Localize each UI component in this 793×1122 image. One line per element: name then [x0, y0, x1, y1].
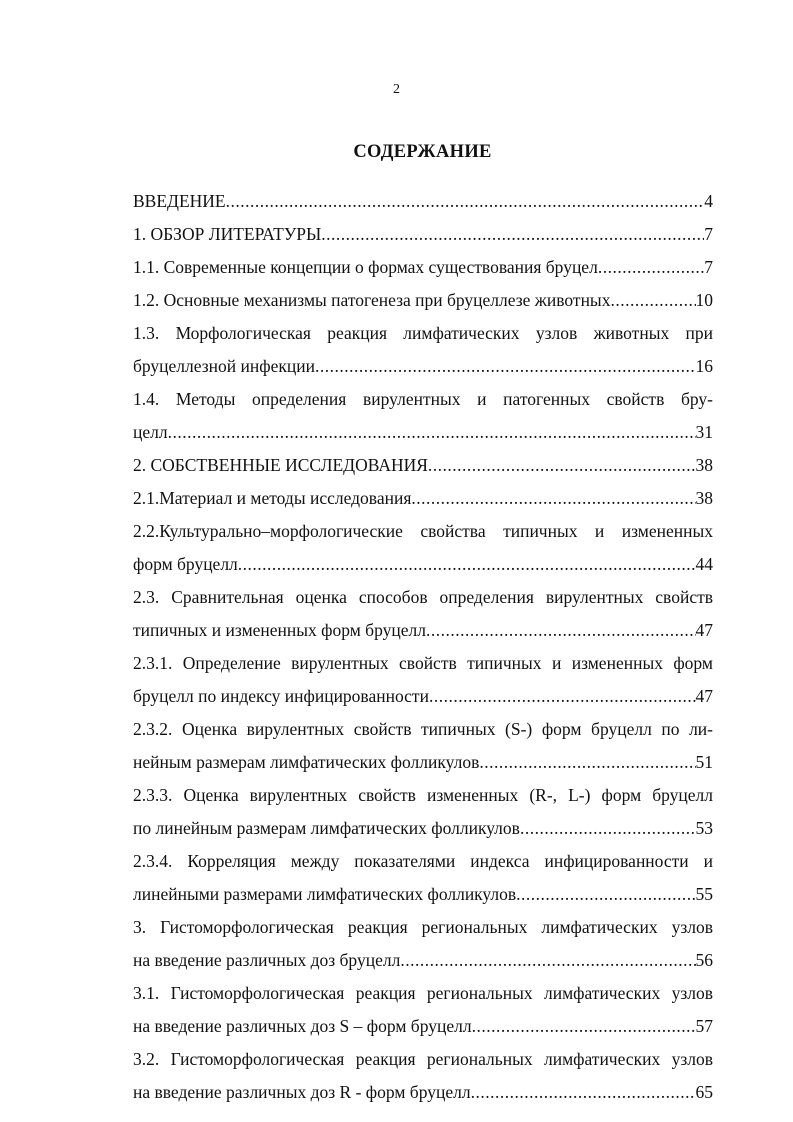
toc-entry-title: нейным размерам лимфатических фолликулов — [133, 752, 480, 772]
toc-entry-row — [133, 350, 713, 383]
toc-entry-text-line: 2.3.2. Оценка вирулентных свойств типичных (S-) форм бруцелл по ли- — [133, 719, 713, 739]
toc-entry[interactable] — [133, 251, 713, 284]
dot-leader — [610, 284, 695, 317]
toc-entry-title: на введение различных доз бруцелл — [133, 950, 401, 970]
toc-entry-row — [133, 680, 713, 713]
toc-page-number: 7 — [704, 257, 713, 277]
table-of-contents — [133, 185, 713, 1109]
toc-page-number: 7 — [704, 224, 713, 244]
toc-entry-row — [133, 251, 713, 284]
dot-leader — [472, 1010, 696, 1043]
dot-leader — [471, 1076, 696, 1109]
toc-entry-text-line: 2.3.4. Корреляция между показателями индекса инфицированности и — [133, 851, 713, 871]
toc-page-number: 31 — [695, 422, 713, 442]
toc-entry-row — [133, 284, 713, 317]
toc-entry-row — [133, 449, 713, 482]
toc-entry-title: на введение различных доз S – форм бруцелл — [133, 1016, 472, 1036]
toc-entry[interactable] — [133, 845, 713, 911]
toc-page-number: 65 — [695, 1082, 713, 1102]
toc-page-number: 53 — [695, 818, 713, 838]
toc-entry-title: 2.1.Материал и методы исследования — [133, 488, 412, 508]
toc-entry[interactable] — [133, 911, 713, 977]
toc-entry-row — [133, 1010, 713, 1043]
toc-page-number: 4 — [704, 191, 713, 211]
dot-leader — [520, 812, 696, 845]
toc-entry-text-line: 2.2.Культурально–морфологические свойства типичных и измененных — [133, 521, 713, 541]
toc-entry-text-line: 2.3.1. Определение вирулентных свойств типичных и измененных форм — [133, 653, 713, 673]
toc-entry-title: форм бруцелл — [133, 554, 238, 574]
toc-entry-text-line: 1.3. Морфологическая реакция лимфатических узлов животных при — [133, 323, 713, 343]
dot-leader — [400, 944, 695, 977]
toc-entry-text-line: 2.3.3. Оценка вирулентных свойств измененных (R-, L-) форм бруцелл — [133, 785, 713, 805]
toc-entry-title: по линейным размерам лимфатических фолликулов — [133, 818, 520, 838]
toc-entry-row — [133, 812, 713, 845]
toc-entry-row — [133, 185, 713, 218]
toc-entry-title: бруцелл по индексу инфицированности — [133, 686, 429, 706]
toc-page-number: 38 — [695, 455, 713, 475]
toc-entry[interactable] — [133, 713, 713, 779]
toc-entry[interactable] — [133, 515, 713, 581]
page-number: 2 — [393, 82, 400, 97]
dot-leader — [238, 548, 696, 581]
toc-entry[interactable] — [133, 1043, 713, 1109]
toc-entry-row — [133, 944, 713, 977]
toc-entry-title: ВВЕДЕНИЕ — [133, 191, 226, 211]
dot-leader — [321, 218, 704, 251]
toc-entry-row — [133, 416, 713, 449]
toc-entry-title: 1.1. Современные концепции о формах существования бруцел — [133, 257, 598, 277]
toc-page-number: 56 — [695, 950, 713, 970]
toc-entry-text-line: 3.2. Гистоморфологическая реакция региональных лимфатических узлов — [133, 1049, 713, 1069]
toc-page-number: 57 — [695, 1016, 713, 1036]
dot-leader — [479, 746, 695, 779]
toc-entry-text-line: 2.3. Сравнительная оценка способов определения вирулентных свойств — [133, 587, 713, 607]
toc-entry-row — [133, 548, 713, 581]
toc-entry[interactable] — [133, 383, 713, 449]
toc-entry-title: на введение различных доз R - форм бруцелл — [133, 1082, 471, 1102]
toc-page-number: 10 — [695, 290, 713, 310]
toc-entry[interactable] — [133, 977, 713, 1043]
toc-title: СОДЕРЖАНИЕ — [353, 142, 492, 162]
toc-entry-row — [133, 482, 713, 515]
toc-entry-title: бруцеллезной инфекции — [133, 356, 315, 376]
toc-page-number: 44 — [695, 554, 713, 574]
toc-entry[interactable] — [133, 449, 713, 482]
toc-page-number: 16 — [695, 356, 713, 376]
toc-entry-title: 1. ОБЗОР ЛИТЕРАТУРЫ — [133, 224, 322, 244]
toc-entry-text-line: 3. Гистоморфологическая реакция региональных лимфатических узлов — [133, 917, 713, 937]
toc-entry[interactable] — [133, 185, 713, 218]
dot-leader — [598, 251, 704, 284]
dot-leader — [411, 482, 695, 515]
dot-leader — [315, 350, 696, 383]
toc-entry-title: типичных и измененных форм бруцелл — [133, 620, 426, 640]
toc-entry[interactable] — [133, 779, 713, 845]
toc-entry-row — [133, 218, 713, 251]
dot-leader — [516, 878, 695, 911]
toc-page-number: 51 — [695, 752, 713, 772]
toc-entry-title: 2. СОБСТВЕННЫЕ ИССЛЕДОВАНИЯ — [133, 455, 428, 475]
toc-page-number: 55 — [695, 884, 713, 904]
dot-leader — [428, 449, 696, 482]
toc-entry-title: целл — [133, 422, 168, 442]
toc-entry[interactable] — [133, 581, 713, 647]
toc-entry[interactable] — [133, 317, 713, 383]
dot-leader — [426, 614, 696, 647]
toc-entry[interactable] — [133, 647, 713, 713]
toc-page-number: 47 — [695, 620, 713, 640]
toc-entry[interactable] — [133, 284, 713, 317]
toc-entry-text-line: 1.4. Методы определения вирулентных и патогенных свойств бру- — [133, 389, 713, 409]
toc-entry[interactable] — [133, 482, 713, 515]
toc-page-number: 38 — [695, 488, 713, 508]
dot-leader — [168, 416, 696, 449]
toc-page-number: 47 — [695, 686, 713, 706]
dot-leader — [429, 680, 696, 713]
toc-entry-row — [133, 878, 713, 911]
toc-entry-title: линейными размерами лимфатических фолликулов — [133, 884, 517, 904]
toc-entry-row — [133, 614, 713, 647]
toc-entry-row — [133, 746, 713, 779]
toc-entry-row — [133, 1076, 713, 1109]
toc-entry[interactable] — [133, 218, 713, 251]
toc-entry-title: 1.2. Основные механизмы патогенеза при бруцеллезе животных — [133, 290, 611, 310]
toc-entry-text-line: 3.1. Гистоморфологическая реакция региональных лимфатических узлов — [133, 983, 713, 1003]
dot-leader — [226, 185, 705, 218]
